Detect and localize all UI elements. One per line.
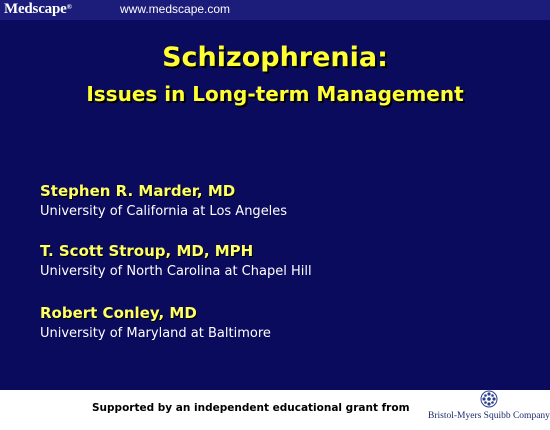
author-block (40, 182, 287, 219)
support-statement: Supported by an independent educational grant from (92, 402, 410, 414)
author-name: Stephen R. Marder, MD (40, 182, 236, 200)
author-name: T. Scott Stroup, MD, MPH (40, 242, 254, 260)
slide-title: Schizophrenia: (162, 42, 388, 73)
medscape-logo[interactable] (4, 1, 72, 18)
sponsor-logo (428, 390, 550, 426)
author-affiliation: University of California at Los Angeles (40, 204, 288, 219)
author-affiliation: University of Maryland at Baltimore (40, 326, 271, 341)
slide (0, 20, 550, 390)
author-block (40, 242, 312, 279)
medscape-logo-text: Medscape (4, 1, 67, 17)
bms-globe-icon (480, 390, 498, 408)
author-block (40, 304, 271, 341)
medscape-header-bar (0, 0, 550, 20)
author-affiliation: University of North Carolina at Chapel Hill (40, 264, 312, 279)
sponsor-name: Bristol-Myers Squibb Company (428, 411, 550, 421)
registered-mark: ® (66, 3, 72, 11)
author-name: Robert Conley, MD (40, 304, 197, 322)
slide-subtitle: Issues in Long-term Management (86, 82, 464, 106)
sponsor-footer (0, 390, 550, 430)
site-url-link[interactable]: www.medscape.com (120, 2, 231, 16)
